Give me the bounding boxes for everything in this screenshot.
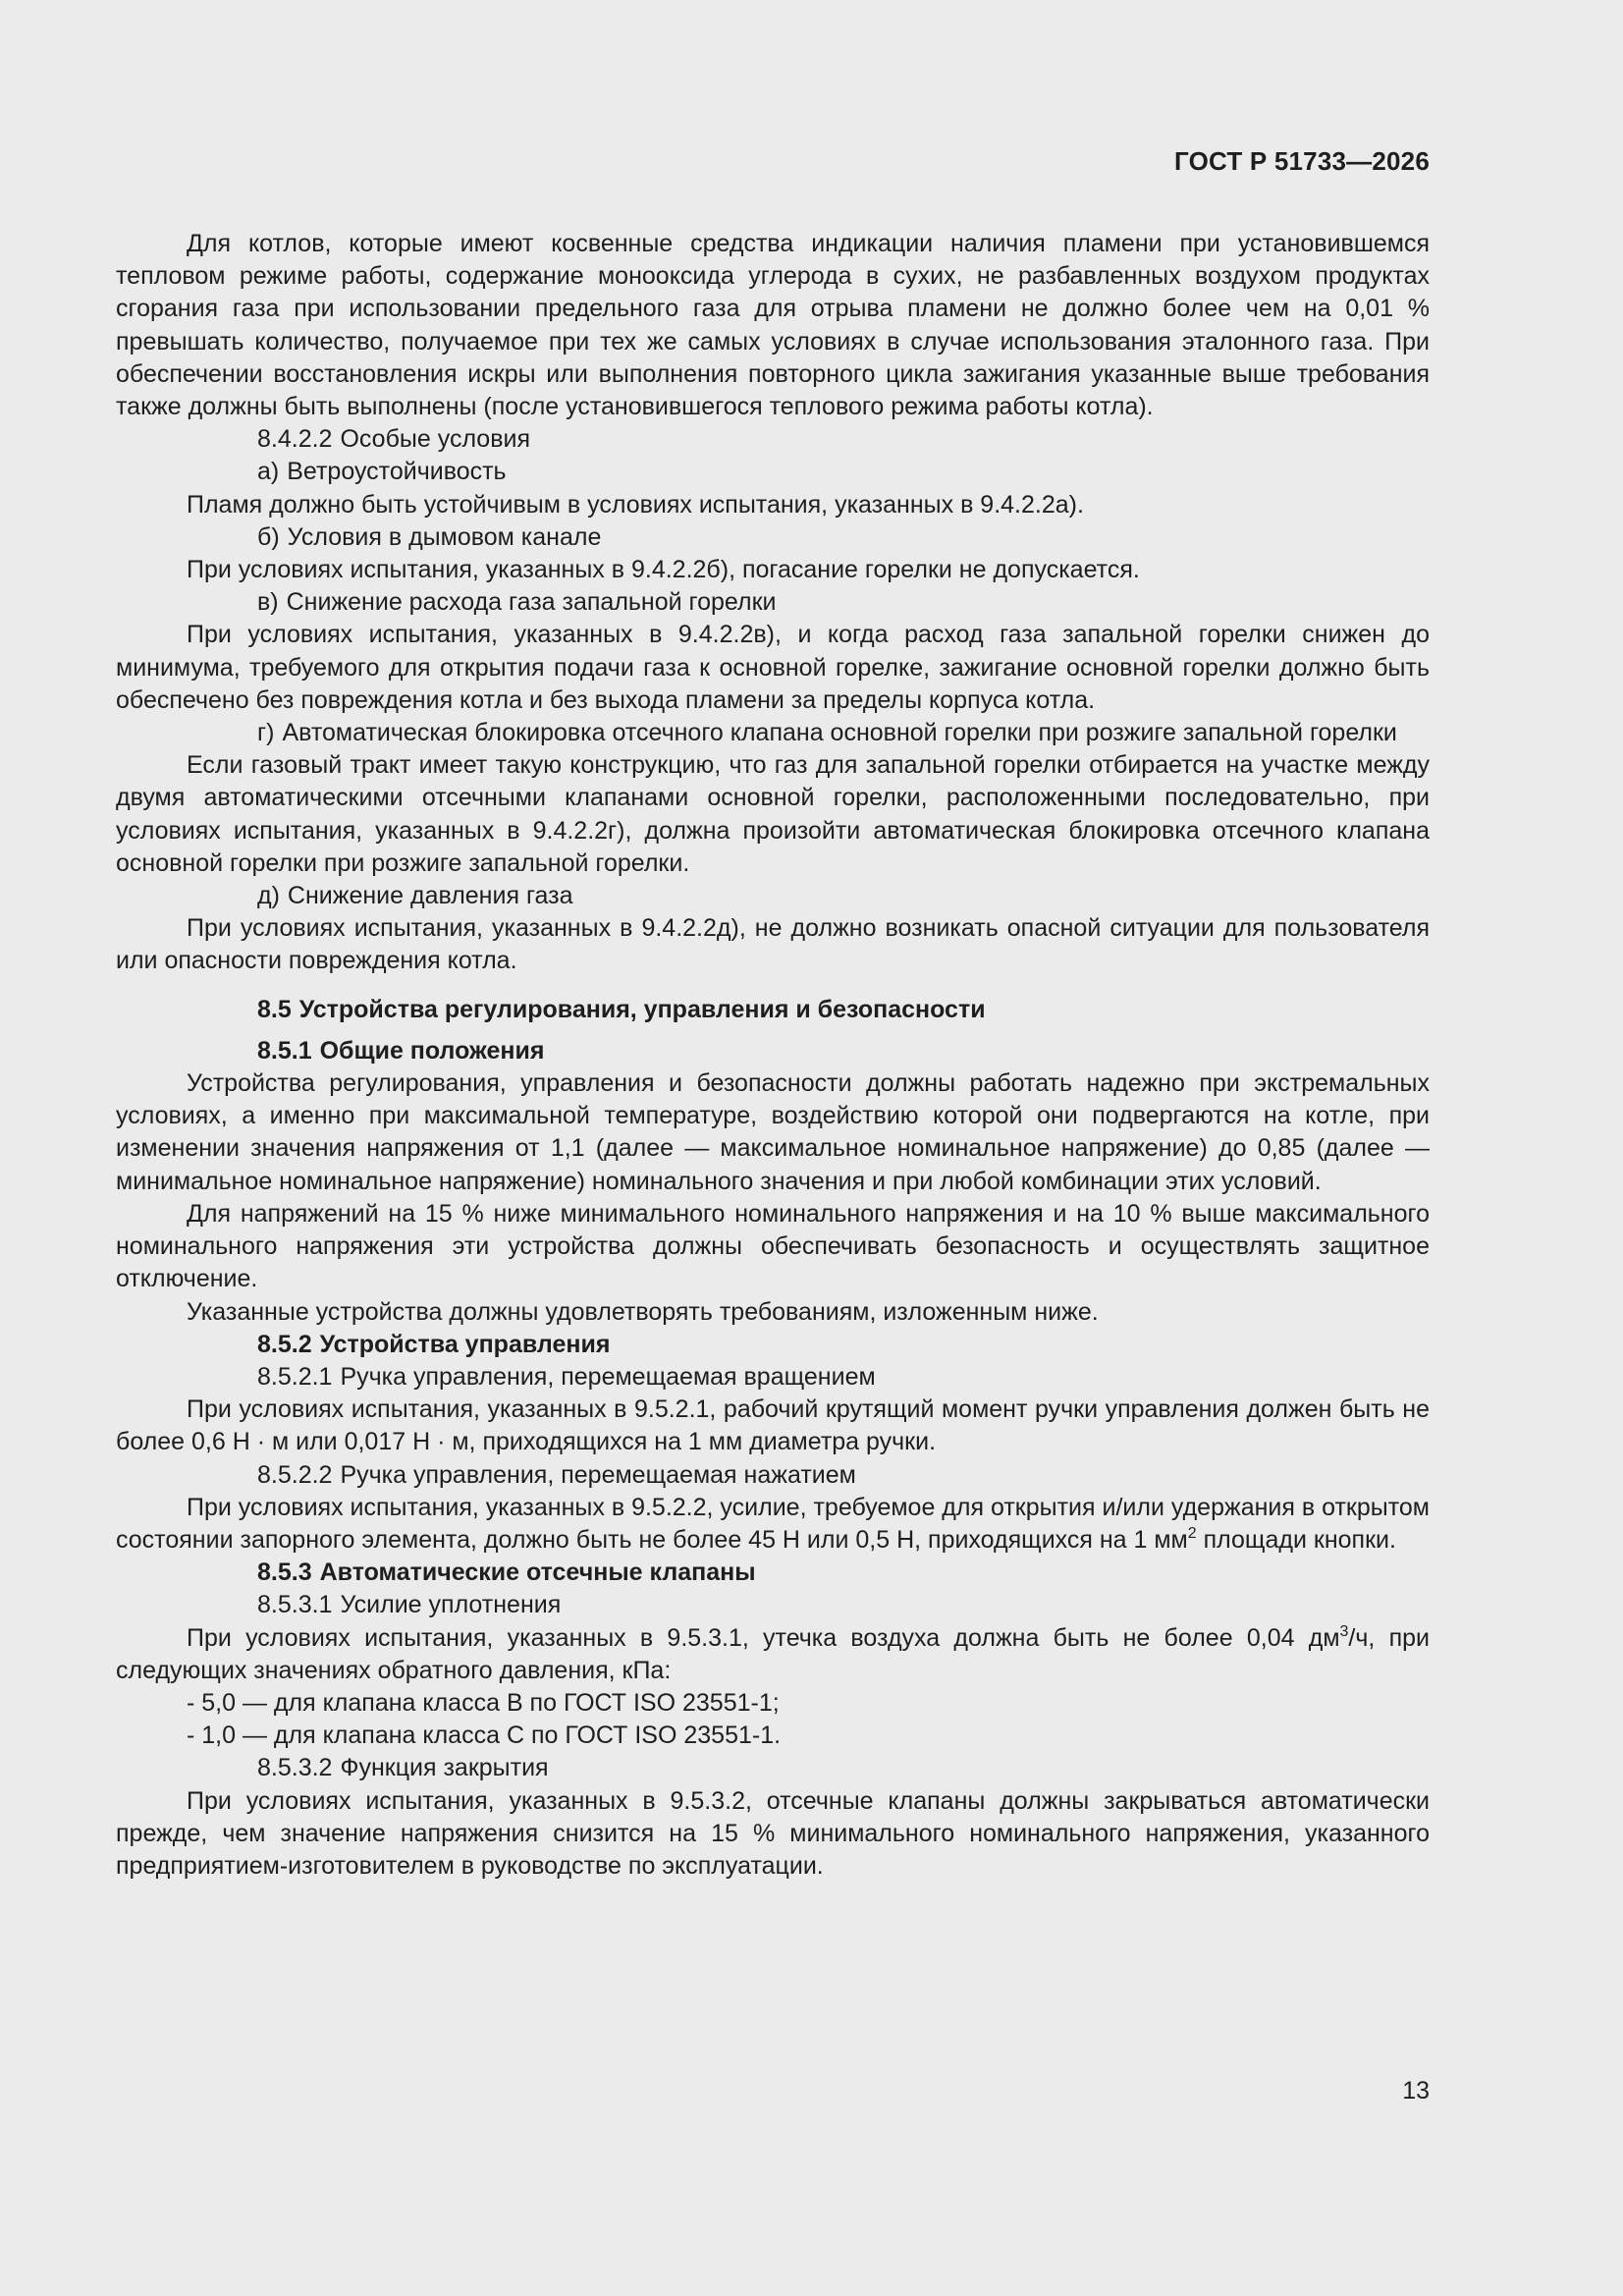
section-title: Автоматические отсечные клапаны bbox=[319, 1558, 756, 1587]
item-title: Ветроустойчивость bbox=[287, 458, 507, 486]
item-label: д) bbox=[257, 882, 280, 910]
clause-number: 8.5.2.1 bbox=[257, 1362, 333, 1391]
clause-8-5-3-2 bbox=[116, 1752, 1430, 1784]
section-8-5-3-heading bbox=[116, 1557, 1430, 1589]
section-number: 8.5.3 bbox=[257, 1558, 312, 1587]
section-number: 8.5.1 bbox=[257, 1036, 312, 1065]
section-number: 8.5.2 bbox=[257, 1330, 312, 1358]
item-d-text: При условиях испытания, указанных в 9.4.2.2д), не должно возникать опасной ситуации для пользователя или опасности повреждения котла. bbox=[116, 914, 1430, 975]
paragraph-co-content: Для котлов, которые имеют косвенные средства индикации наличия пламени при установившемся тепловом режиме работы, содержание монооксида углерода в сухих, не разбавленных воздухом продуктах сгорания газа при использовании предельного газа для отрыва пламени не должно более чем на 0,01 % превышать количество, получаемое при тех же самых условиях в случае использования эталонного газа. При обеспечении восстановления искры или выполнения повторного цикла зажигания указанные выше требования также должны быть выполнены (после установившегося теплового режима работы котла). bbox=[116, 230, 1430, 421]
item-title: Снижение расхода газа запальной горелки bbox=[286, 588, 777, 617]
superscript: 3 bbox=[1339, 1622, 1349, 1640]
section-8-5-1-heading bbox=[116, 1035, 1430, 1067]
item-v-heading bbox=[116, 586, 1430, 619]
item-a-heading bbox=[116, 456, 1430, 488]
item-label: в) bbox=[257, 588, 279, 617]
clause-title: Усилие уплотнения bbox=[340, 1591, 562, 1619]
section-number: 8.5 bbox=[257, 995, 292, 1023]
clause-number: 8.5.3.1 bbox=[257, 1591, 333, 1619]
section-8-5-heading bbox=[116, 994, 1430, 1026]
clause-title: Особые условия bbox=[340, 425, 530, 454]
item-a-text: Пламя должно быть устойчивым в условиях испытания, указанных в 9.4.2.2а). bbox=[187, 490, 1084, 519]
paragraph-text-end: /ч, при следующих значениях обратного давления, кПа: bbox=[116, 1623, 1430, 1684]
list-item: - 5,0 — для клапана класса В по ГОСТ ISO 23551-1; bbox=[187, 1688, 780, 1717]
clause-8-5-2-1 bbox=[116, 1361, 1430, 1394]
item-label: б) bbox=[257, 522, 280, 551]
clause-8-5-3-1 bbox=[116, 1589, 1430, 1621]
paragraph-general-3: Указанные устройства должны удовлетворять требованиям, изложенным ниже. bbox=[187, 1297, 1099, 1326]
clause-number: 8.5.3.2 bbox=[257, 1754, 333, 1782]
paragraph-rotary-knob: При условиях испытания, указанных в 9.5.2.1, рабочий крутящий момент ручки управления должен быть не более 0,6 Н · м или 0,017 Н · м, приходящихся на 1 мм диаметра ручки. bbox=[116, 1395, 1430, 1456]
document-header: ГОСТ Р 51733—2026 bbox=[1174, 146, 1430, 176]
clause-title: Ручка управления, перемещаемая нажатием bbox=[340, 1460, 856, 1489]
item-v-text: При условиях испытания, указанных в 9.4.2.2в), и когда расход газа запальной горелки снижен до минимума, требуемого для открытия подачи газа к основной горелке, зажигание основной горелки должно быть обеспечено без повреждения котла и без выхода пламени за пределы корпуса котла. bbox=[116, 621, 1430, 714]
clause-number: 8.4.2.2 bbox=[257, 425, 333, 454]
item-d-heading bbox=[116, 880, 1430, 912]
paragraph-general-1: Устройства регулирования, управления и безопасности должны работать надежно при экстремальных условиях, а именно при максимальной температуре, воздействию которой они подвергаются на котле, при изменении значения напряжения от 1,1 (далее — максимальное номинальное напряжение) до 0,85 (далее — минимальное номинальное напряжение) номинального значения и при любой комбинации этих условий. bbox=[116, 1069, 1430, 1195]
clause-8-4-2-2 bbox=[116, 423, 1430, 456]
paragraph-text-end: площади кнопки. bbox=[1203, 1525, 1396, 1554]
item-b-heading bbox=[116, 521, 1430, 554]
item-title: Условия в дымовом канале bbox=[287, 522, 602, 551]
paragraph-general-2: Для напряжений на 15 % ниже минимального номинального напряжения и на 10 % выше максимального номинального напряжения эти устройства должны обеспечивать безопасность и осуществлять защитное отключение. bbox=[116, 1199, 1430, 1293]
clause-title: Функция закрытия bbox=[340, 1754, 549, 1782]
item-title: Автоматическая блокировка отсечного клапана основной горелки при розжиге запальной горелки bbox=[282, 719, 1397, 747]
item-title: Снижение давления газа bbox=[287, 882, 573, 910]
clause-title: Ручка управления, перемещаемая вращением bbox=[340, 1362, 876, 1391]
paragraph-text: При условиях испытания, указанных в 9.5.3.1, утечка воздуха должна быть не более 0,04 дм bbox=[187, 1623, 1340, 1652]
item-b-text: При условиях испытания, указанных в 9.4.2.2б), погасание горелки не допускается. bbox=[187, 556, 1140, 584]
section-title: Устройства регулирования, управления и безопасности bbox=[298, 995, 986, 1023]
item-label: г) bbox=[257, 719, 275, 747]
list-item: - 1,0 — для клапана класса С по ГОСТ ISO 23551-1. bbox=[187, 1722, 782, 1750]
paragraph-seal-force bbox=[116, 1622, 1430, 1687]
paragraph-push-knob bbox=[116, 1492, 1430, 1557]
item-label: а) bbox=[257, 458, 280, 486]
document-body bbox=[116, 228, 1430, 1883]
section-title: Устройства управления bbox=[319, 1330, 611, 1358]
clause-number: 8.5.2.2 bbox=[257, 1460, 333, 1489]
section-title: Общие положения bbox=[319, 1036, 545, 1065]
paragraph-closing-function: При условиях испытания, указанных в 9.5.3.2, отсечные клапаны должны закрываться автоматически прежде, чем значение напряжения снизится на 15 % минимального номинального напряжения, указанного предприятием-изготовителем в руководстве по эксплуатации. bbox=[116, 1786, 1430, 1880]
clause-8-5-2-2 bbox=[116, 1459, 1430, 1492]
item-g-heading bbox=[116, 717, 1430, 749]
superscript: 2 bbox=[1187, 1524, 1197, 1542]
page-number: 13 bbox=[1402, 2077, 1430, 2105]
item-g-text: Если газовый тракт имеет такую конструкцию, что газ для запальной горелки отбирается на участке между двумя автоматическими отсечными клапанами основной горелки, расположенными последовательно, при условиях испытания, указанных в 9.4.2.2г), должна произойти автоматическая блокировка отсечного клапана основной горелки при розжиге запальной горелки. bbox=[116, 751, 1430, 877]
section-8-5-2-heading bbox=[116, 1329, 1430, 1361]
paragraph-text: При условиях испытания, указанных в 9.5.2.2, усилие, требуемое для открытия и/или удержания в открытом состоянии запорного элемента, должно быть не более 45 Н или 0,5 Н, приходящихся на 1 мм bbox=[116, 1493, 1430, 1554]
